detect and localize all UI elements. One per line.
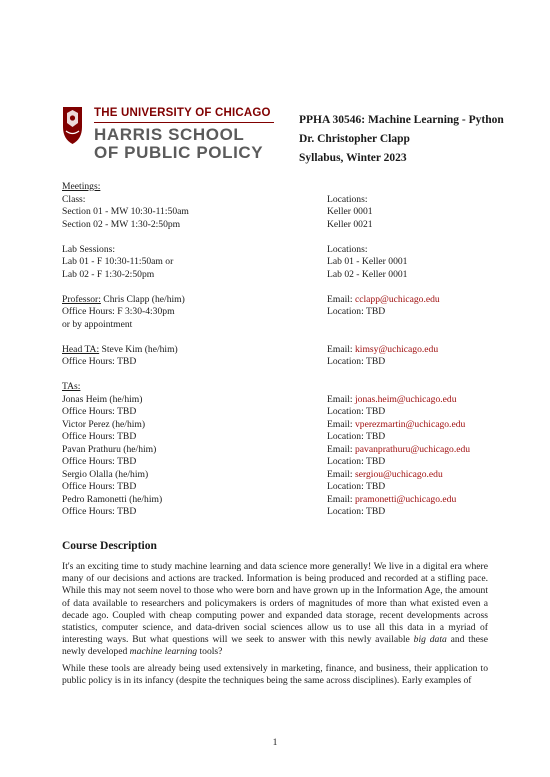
lab-location: Lab 02 - Keller 0001 [327, 268, 408, 280]
office-location: Location: TBD [327, 431, 386, 442]
professor-email-line [327, 294, 440, 307]
tas-heading: TAs: [62, 381, 81, 392]
ta-email-link[interactable]: pavanprathuru@uchicago.edu [354, 443, 471, 455]
ta-row [62, 394, 502, 407]
course-info-block [62, 181, 502, 519]
professor-info [62, 294, 185, 307]
locations-label: Locations: [327, 193, 368, 205]
head-ta-email-link[interactable]: kimsy@uchicago.edu [354, 343, 439, 355]
ta-row [62, 494, 502, 507]
logo-divider [94, 122, 274, 123]
logo-policy-text: OF PUBLIC POLICY [94, 143, 264, 162]
office-hours: Office Hours: TBD [62, 431, 137, 442]
syllabus-term: Syllabus, Winter 2023 [299, 152, 407, 164]
class-header-row [62, 194, 502, 207]
office-location: Location: TBD [327, 306, 386, 317]
section-row [62, 206, 502, 219]
ta-hours-row [62, 506, 502, 519]
office-location: Location: TBD [327, 406, 386, 417]
section-location: Keller 0021 [327, 218, 373, 230]
email-label: Email: [327, 468, 355, 480]
lab-sessions-label: Lab Sessions: [62, 243, 116, 255]
office-location: Location: TBD [327, 356, 386, 367]
lab-header-row [62, 244, 502, 257]
ta-hours-row [62, 406, 502, 419]
ta-name: Pedro Ramonetti (he/him) [62, 493, 163, 505]
ta-email-link[interactable]: pramonetti@uchicago.edu [354, 493, 457, 505]
ta-row [62, 419, 502, 432]
ta-email-link[interactable]: sergiou@uchicago.edu [354, 468, 443, 480]
professor-name: Chris Clapp (he/him) [100, 293, 185, 305]
lab-row [62, 256, 502, 269]
office-location: Location: TBD [327, 506, 386, 517]
ta-email-link[interactable]: vperezmartin@uchicago.edu [354, 418, 466, 430]
head-ta-row [62, 344, 502, 357]
ta-row [62, 444, 502, 457]
email-label: Email: [327, 393, 355, 405]
description-paragraph: While these tools are already being used extensively in marketing, finance, and business, their application to public policy is in its infancy (despite the techniques being the same across disciplines). Early examples of [62, 662, 488, 686]
course-description-heading: Course Description [62, 540, 157, 552]
ta-email-link[interactable]: jonas.heim@uchicago.edu [354, 393, 457, 405]
meetings-heading: Meetings: [62, 181, 101, 192]
office-hours: Office Hours: TBD [62, 456, 137, 467]
ta-hours-row [62, 456, 502, 469]
professor-note-row [62, 319, 502, 332]
head-ta-hours-row [62, 356, 502, 369]
professor-email-link[interactable]: cclapp@uchicago.edu [354, 293, 440, 305]
class-label: Class: [62, 193, 86, 205]
office-location: Location: TBD [327, 456, 386, 467]
lab-locations-label: Locations: [327, 243, 368, 255]
lab-location: Lab 01 - Keller 0001 [327, 256, 408, 267]
course-title: PPHA 30546: Machine Learning - Python [299, 114, 504, 126]
meetings-heading-row [62, 181, 502, 194]
lab-time: Lab 01 - F 10:30-11:50am or [62, 256, 174, 267]
ta-name: Jonas Heim (he/him) [62, 393, 143, 405]
section-row [62, 219, 502, 232]
ta-email-line [327, 419, 465, 432]
harris-school-logo [62, 105, 277, 165]
professor-row [62, 294, 502, 307]
head-ta-email-line [327, 344, 438, 357]
ta-name: Sergio Olalla (he/him) [62, 468, 149, 480]
machine-learning-term: machine learning [129, 646, 198, 658]
ta-hours-row [62, 481, 502, 494]
appointment-note: or by appointment [62, 318, 133, 330]
lab-time: Lab 02 - F 1:30-2:50pm [62, 268, 155, 280]
head-ta-label: Head TA: [62, 343, 100, 355]
email-label: Email: [327, 293, 355, 305]
office-hours: Office Hours: F 3:30-4:30pm [62, 306, 175, 317]
office-location: Location: TBD [327, 481, 386, 492]
instructor-name: Dr. Christopher Clapp [299, 133, 410, 145]
logo-school-text: HARRIS SCHOOL [94, 125, 245, 144]
ta-row [62, 469, 502, 482]
office-hours: Office Hours: TBD [62, 406, 137, 417]
description-paragraph: It's an exciting time to study machine learning and data science more generally! We live in a digital era where many of our decisions and actions are tracked. Information is being produced and recorded at a stifling pace. While this may not seem novel to those who were born and have grown up in the Information Age, the amount of data available to researchers and policymakers is orders of magnitudes of more than what existed even a decade ago. Coupled with cheap computing power and expanded data storage, recent developments across statistics, computer science, and data-driven social sciences allow us to use all this data in a myriad of interesting ways. But what questions will we seek to answer with this newly available big data and these newly developed machine learning tools? [62, 561, 488, 658]
section-location: Keller 0001 [327, 206, 373, 217]
email-label: Email: [327, 493, 355, 505]
ta-email-line [327, 494, 456, 507]
course-description-body [62, 561, 488, 691]
email-label: Email: [327, 343, 355, 355]
big-data-term: big data [413, 634, 447, 646]
lab-row [62, 269, 502, 282]
ta-email-line [327, 444, 470, 457]
office-hours: Office Hours: TBD [62, 356, 137, 367]
ta-email-line [327, 394, 457, 407]
section-time: Section 02 - MW 1:30-2:50pm [62, 218, 181, 230]
professor-label: Professor: [62, 293, 101, 305]
tas-heading-row [62, 381, 502, 394]
course-header [299, 111, 504, 168]
email-label: Email: [327, 443, 355, 455]
email-label: Email: [327, 418, 355, 430]
logo-university-text: THE UNIVERSITY OF CHICAGO [94, 107, 271, 119]
page-number: 1 [272, 737, 278, 748]
ta-hours-row [62, 431, 502, 444]
ta-name: Victor Perez (he/him) [62, 418, 146, 430]
section-time: Section 01 - MW 10:30-11:50am [62, 206, 189, 217]
university-shield-icon [62, 105, 83, 145]
professor-hours-row [62, 306, 502, 319]
ta-name: Pavan Prathuru (he/him) [62, 443, 157, 455]
ta-email-line [327, 469, 443, 482]
office-hours: Office Hours: TBD [62, 481, 137, 492]
office-hours: Office Hours: TBD [62, 506, 137, 517]
head-ta-name: Steve Kim (he/him) [99, 343, 178, 355]
head-ta-info [62, 344, 178, 357]
